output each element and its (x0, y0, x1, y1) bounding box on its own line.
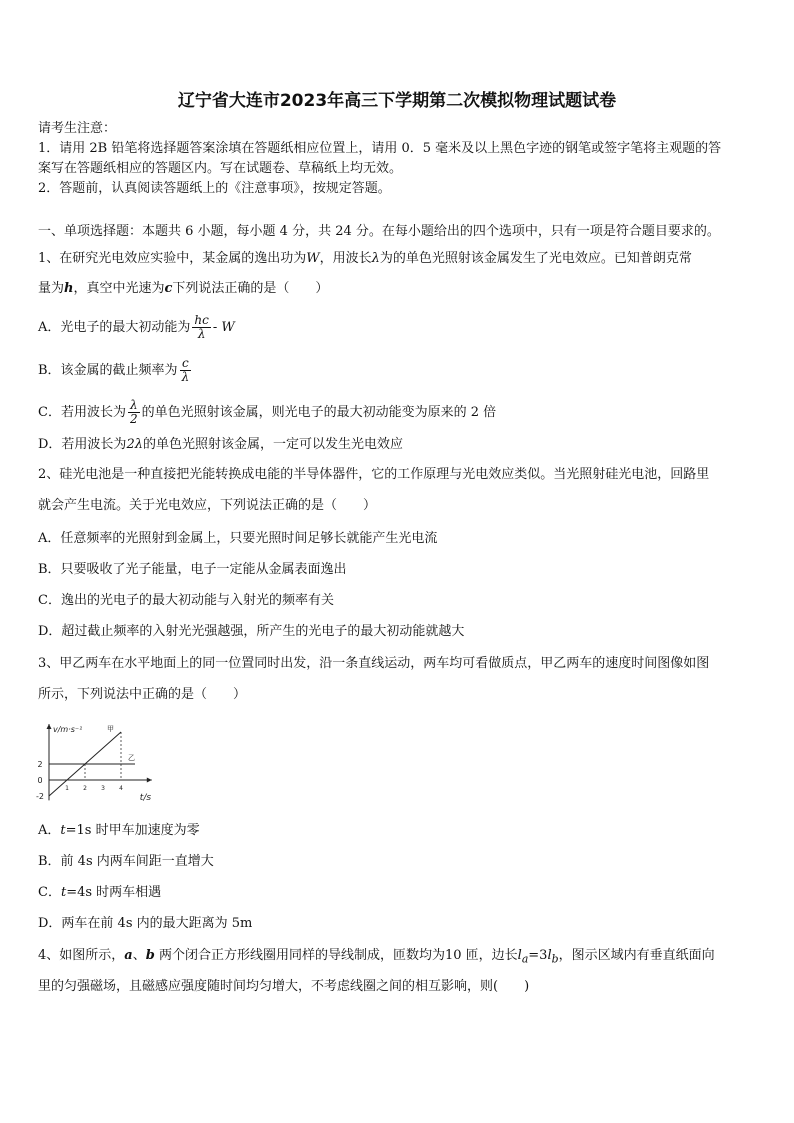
q1-option-c: C．若用波长为 $\frac{\lambda}{2}$ 的单色光照射该金属，则光电子的最大初动能变为原来的 2 倍 (38, 398, 497, 426)
y-axis-arrow (47, 724, 52, 729)
q4-stem-line2: 里的匀强磁场，且磁感应强度随时间均匀增大，不考虑线圈之间的相互影响，则( ) (38, 979, 530, 994)
q2-stem-line1: 2、硅光电池是一种直接把光能转换成电能的半导体器件，它的工作原理与光电效应类似。当光照射硅光电池，回路里 (38, 467, 710, 482)
notice-item-2: 2．答题前，认真阅读答题纸上的《注意事项》，按规定答题。 (38, 181, 391, 196)
fraction: $\frac{hc}{\lambda}$ (194, 313, 209, 341)
x-axis-label: t/s (139, 793, 152, 803)
q1-option-d: D．若用波长为2λ的单色光照射该金属，一定可以发生光电效应 (38, 437, 403, 452)
q3-stem-line1: 3、甲乙两车在水平地面上的同一位置同时出发，沿一条直线运动，两车均可看做质点，甲乙两车的速度时间图像如图 (38, 656, 710, 671)
x-tick-label: 4 (119, 785, 123, 792)
q1-option-a: A．光电子的最大初动能为 $\frac{hc}{\lambda}$ - W (38, 313, 235, 341)
q3-option-d: D．两车在前 4s 内的最大距离为 5m (38, 916, 253, 931)
q1-stem-line1: 1、在研究光电效应实验中，某金属的逸出功为W，用波长λ为的单色光照射该金属发生了光电效应。已知普朗克常 (38, 251, 692, 266)
notice-item-1b: 案写在答题纸相应的答题区内。写在试题卷、草稿纸上均无效。 (38, 161, 403, 176)
notice-item-1a: 1．请用 2B 铅笔将选择题答案涂填在答题纸相应位置上，请用 0．5 毫米及以上黑色字迹的钢笔或签字笔将主观题的答 (38, 141, 722, 156)
q1-option-b: B．该金属的截止频率为 $\frac{c}{\lambda}$ (38, 356, 190, 384)
q2-option-b: B．只要吸收了光子能量，电子一定能从金属表面逸出 (38, 562, 347, 577)
q2-option-d: D．超过截止频率的入射光光强越强，所产生的光电子的最大初动能就越大 (38, 624, 465, 639)
x-tick-label: 1 (65, 785, 69, 792)
notice-heading: 请考生注意： (38, 121, 117, 136)
fraction: $\frac{c}{\lambda}$ (181, 356, 190, 384)
x-tick-label: 2 (83, 785, 87, 792)
y-tick-label: 2 (37, 760, 43, 769)
y-tick-label: -2 (36, 792, 44, 801)
q4-stem-line1: 4、如图所示，a、b 两个闭合正方形线圈用同样的导线制成，匝数均为10 匝，边长$l_a=3l_b$，图示区域内有垂直纸面向 (38, 948, 715, 966)
velocity-time-chart (30, 712, 170, 814)
q3-stem-line2: 所示，下列说法中正确的是（ ） (38, 687, 247, 702)
q2-option-c: C．逸出的光电子的最大初动能与入射光的频率有关 (38, 593, 334, 608)
q3-option-a: A．t=1s 时甲车加速度为零 (38, 823, 200, 838)
x-tick-label: 3 (101, 785, 105, 792)
q2-option-a: A．任意频率的光照射到金属上，只要光照时间足够长就能产生光电流 (38, 531, 438, 546)
q3-option-c: C．t=4s 时两车相遇 (38, 885, 162, 900)
series-label: 乙 (128, 754, 135, 762)
q3-option-b: B．前 4s 内两车间距一直增大 (38, 854, 214, 869)
y-tick-label: 0 (37, 776, 43, 785)
series-label: 甲 (107, 725, 114, 733)
x-axis-arrow (147, 778, 152, 783)
fraction: $\frac{\lambda}{2}$ (129, 398, 138, 426)
section-heading: 一、单项选择题：本题共 6 小题，每小题 4 分，共 24 分。在每小题给出的四个选项中，只有一项是符合题目要求的。 (38, 224, 720, 239)
y-axis-label: v/m·s⁻¹ (53, 725, 83, 734)
q1-stem-line2: 量为h，真空中光速为c下列说法正确的是（ ） (38, 281, 329, 296)
q2-stem-line2: 就会产生电流。关于光电效应，下列说法正确的是（ ） (38, 498, 377, 513)
page-title: 辽宁省大连市2023年高三下学期第二次模拟物理试题试卷 (177, 91, 617, 111)
